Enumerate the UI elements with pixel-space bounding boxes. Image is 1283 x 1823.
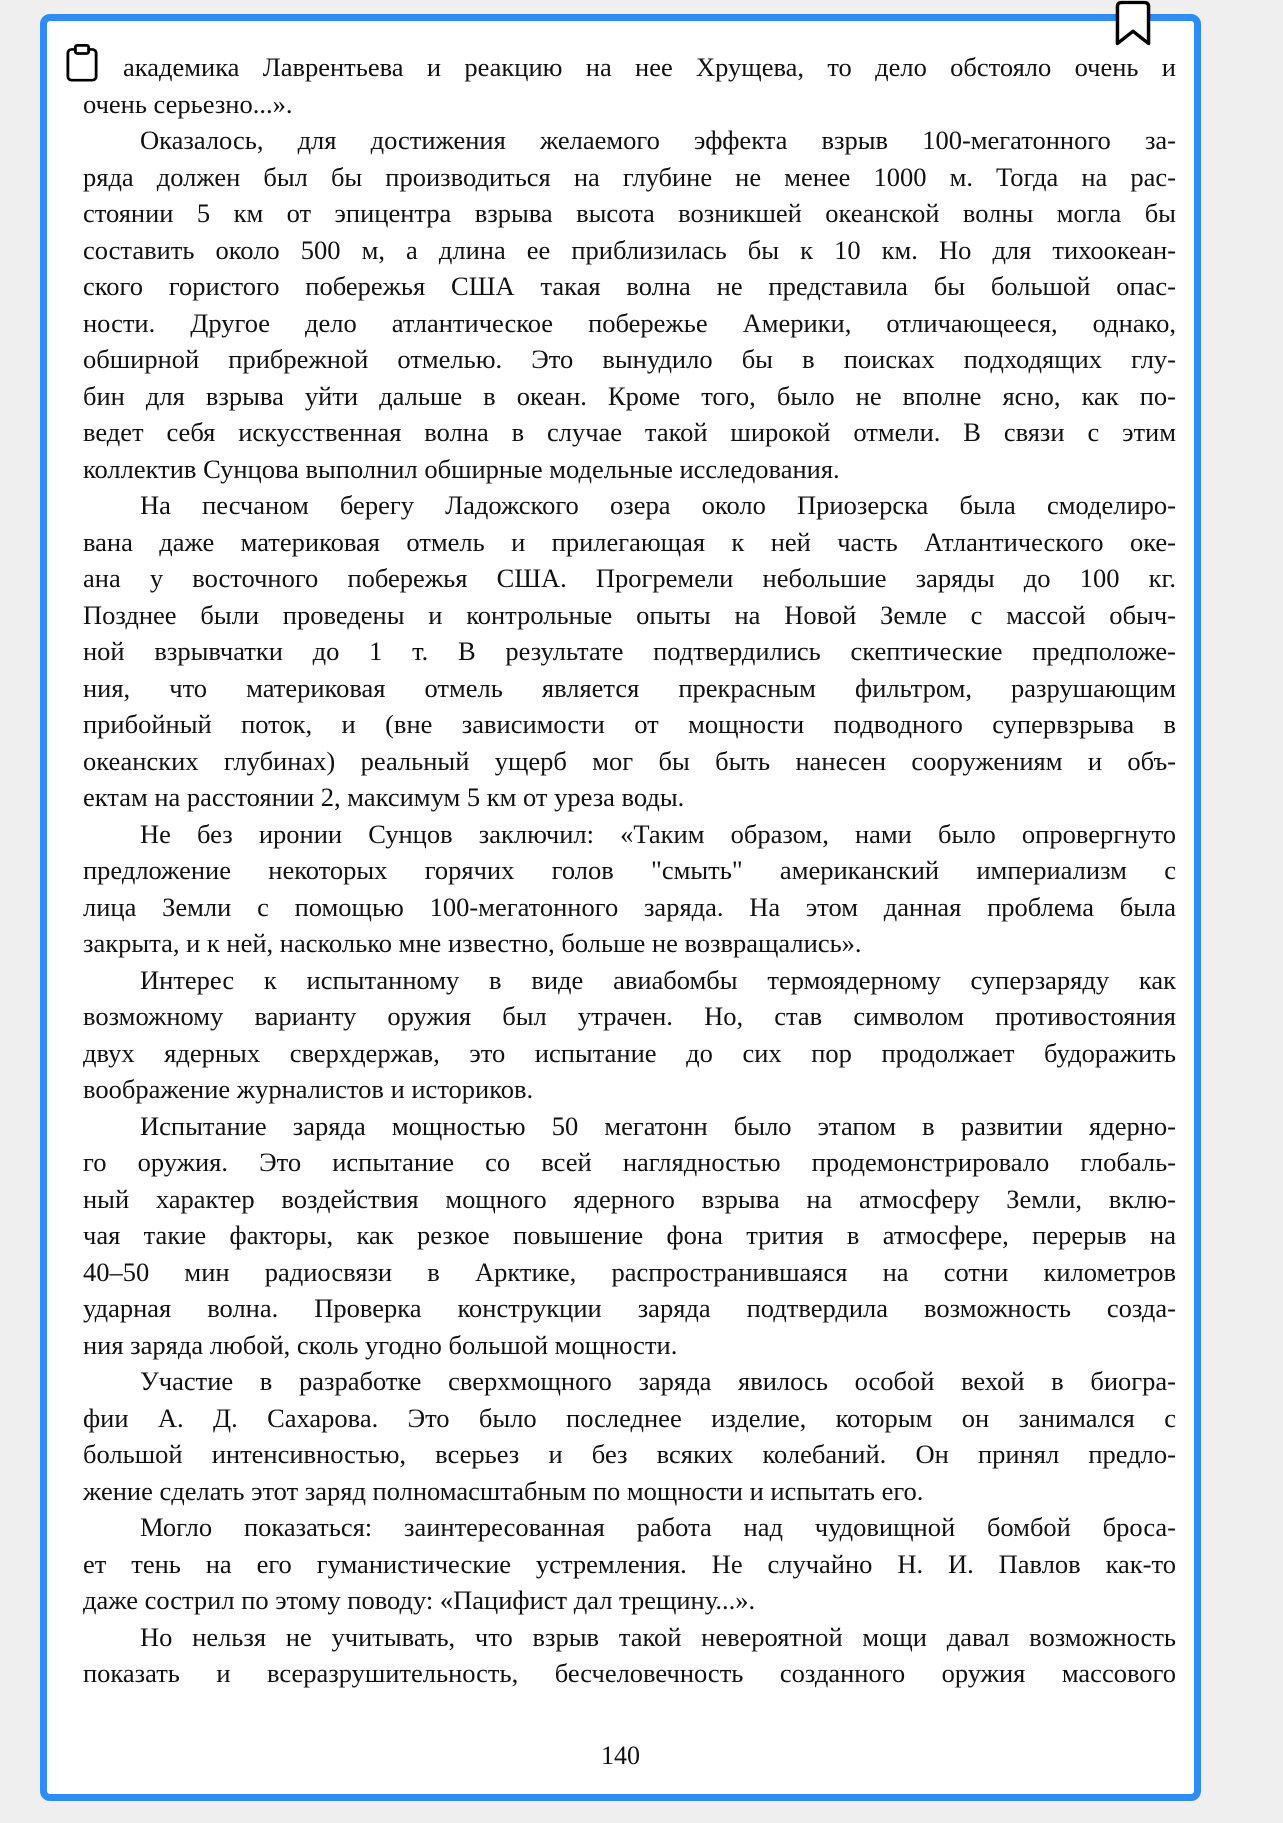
text-line: Могло показаться: заинтересованная работа над чудовищной бомбой броса- [140, 1512, 1176, 1542]
text-line: лица Земли с помощью 100-мегатонного заряда. На этом данная проблема была [83, 891, 1176, 922]
text-line: закрыта, и к ней, насколько мне известно, больше не возвращались». [83, 928, 862, 958]
text-line: чая такие факторы, как резкое повышение фона трития в атмосфере, перерыв на [83, 1220, 1176, 1250]
text-line: обширной прибрежной отмелью. Это вынудило бы в поисках подходящих глу- [83, 344, 1176, 374]
text-line: Интерес к испытанному в виде авиабомбы термоядерному суперзаряду как [140, 964, 1176, 995]
text-line: На песчаном берегу Ладожского озера около Приозерска была смоделиро- [140, 490, 1176, 520]
text-line: го оружия. Это испытание со всей наглядностью продемонстрировало глобаль- [83, 1147, 1176, 1177]
text-line: предложение некоторых горячих голов "смыть" американский империализм с [83, 855, 1176, 885]
text-line: бин для взрыва уйти дальше в океан. Кроме того, было не вполне ясно, как по- [83, 380, 1176, 411]
text-line: стоянии 5 км от эпицентра взрыва высота возникшей океанской волны могла бы [83, 198, 1176, 228]
text-line: большой интенсивностью, всерьез и без всяких колебаний. Он принял предло- [83, 1439, 1176, 1469]
text-line: ния заряда любой, сколь угодно большой мощности. [83, 1329, 678, 1360]
text-line: ной взрывчатки до 1 т. В результате подтвердились скептические предположе- [83, 636, 1176, 666]
text-line: жение сделать этот заряд полномасштабным по мощности и испытать его. [83, 1475, 924, 1506]
text-line: ударная волна. Проверка конструкции заряда подтвердила возможность созда- [83, 1293, 1176, 1323]
text-line: Не без иронии Сунцов заключил: «Таким образом, нами было опровергнуто [140, 818, 1176, 849]
text-line: ет тень на его гуманистические устремления. Не случайно Н. И. Павлов как-то [83, 1548, 1176, 1579]
text-line: 40–50 мин радиосвязи в Арктике, распространившаяся на сотни километров [83, 1256, 1176, 1287]
text-line: Но нельзя не учитывать, что взрыв такой невероятной мощи давал возможность [140, 1621, 1176, 1652]
text-line: ектам на расстоянии 2, максимум 5 км от уреза воды. [83, 782, 685, 812]
text-line: показать и всеразрушительность, бесчеловечность созданного оружия массового [83, 1658, 1176, 1688]
text-line: очень серьезно...». [83, 88, 293, 119]
text-line: ный характер воздействия мощного ядерного взрыва на атмосферу Земли, вклю- [83, 1183, 1176, 1214]
page-number: 140 [601, 1741, 640, 1770]
text-line: ния, что материковая отмель является прекрасным фильтром, разрушающим [83, 672, 1176, 703]
text-line: фии А. Д. Сахарова. Это было последнее изделие, которым он занимался с [83, 1402, 1176, 1433]
text-line: Оказалось, для достижения желаемого эффекта взрыв 100-мегатонного за- [140, 125, 1176, 155]
clipboard-icon[interactable] [66, 44, 98, 82]
text-line: ведет себя искусственная волна в случае такой широкой отмели. В связи с этим [83, 417, 1176, 447]
text-line: ского гористого побережья США такая волна не представила бы большой опас- [83, 271, 1176, 301]
text-line: даже сострил по этому поводу: «Пацифист дал трещину...». [83, 1585, 756, 1615]
bookmark-icon[interactable] [1114, 0, 1152, 46]
document-page [40, 14, 1201, 1801]
text-line: воображение журналистов и историков. [83, 1074, 534, 1104]
text-line: Позднее были проведены и контрольные опыты на Новой Земле с массой обыч- [83, 599, 1176, 630]
text-line: составить около 500 м, а длина ее приблизилась бы к 10 км. Но для тихоокеан- [83, 234, 1176, 265]
text-line: коллектив Сунцова выполнил обширные модельные исследования. [83, 453, 840, 484]
text-line: академика Лаврентьева и реакцию на нее Хрущева, то дело обстояло очень и [123, 52, 1176, 82]
text-line: возможному варианту оружия был утрачен. Но, став символом противостояния [83, 1001, 1176, 1031]
text-line: двух ядерных сверхдержав, это испытание до сих пор продолжает будоражить [83, 1037, 1176, 1068]
text-line: ности. Другое дело атлантическое побережье Америки, отличающееся, однако, [83, 307, 1176, 338]
text-line: ана у восточного побережья США. Прогремели небольшие заряды до 100 кг. [83, 563, 1176, 593]
text-line: океанских глубинах) реальный ущерб мог бы быть нанесен сооружениям и объ- [83, 745, 1176, 776]
text-line: ряда должен был бы производиться на глубине не менее 1000 м. Тогда на рас- [83, 161, 1176, 192]
text-line: Испытание заряда мощностью 50 мегатонн было этапом в развитии ядерно- [140, 1110, 1176, 1141]
text-line: прибойный поток, и (вне зависимости от мощности подводного супервзрыва в [83, 709, 1176, 739]
text-line: Участие в разработке сверхмощного заряда явилось особой вехой в биогра- [140, 1366, 1176, 1396]
page-text [83, 49, 1176, 1692]
text-line: вана даже материковая отмель и прилегающая к ней часть Атлантического оке- [83, 526, 1176, 557]
